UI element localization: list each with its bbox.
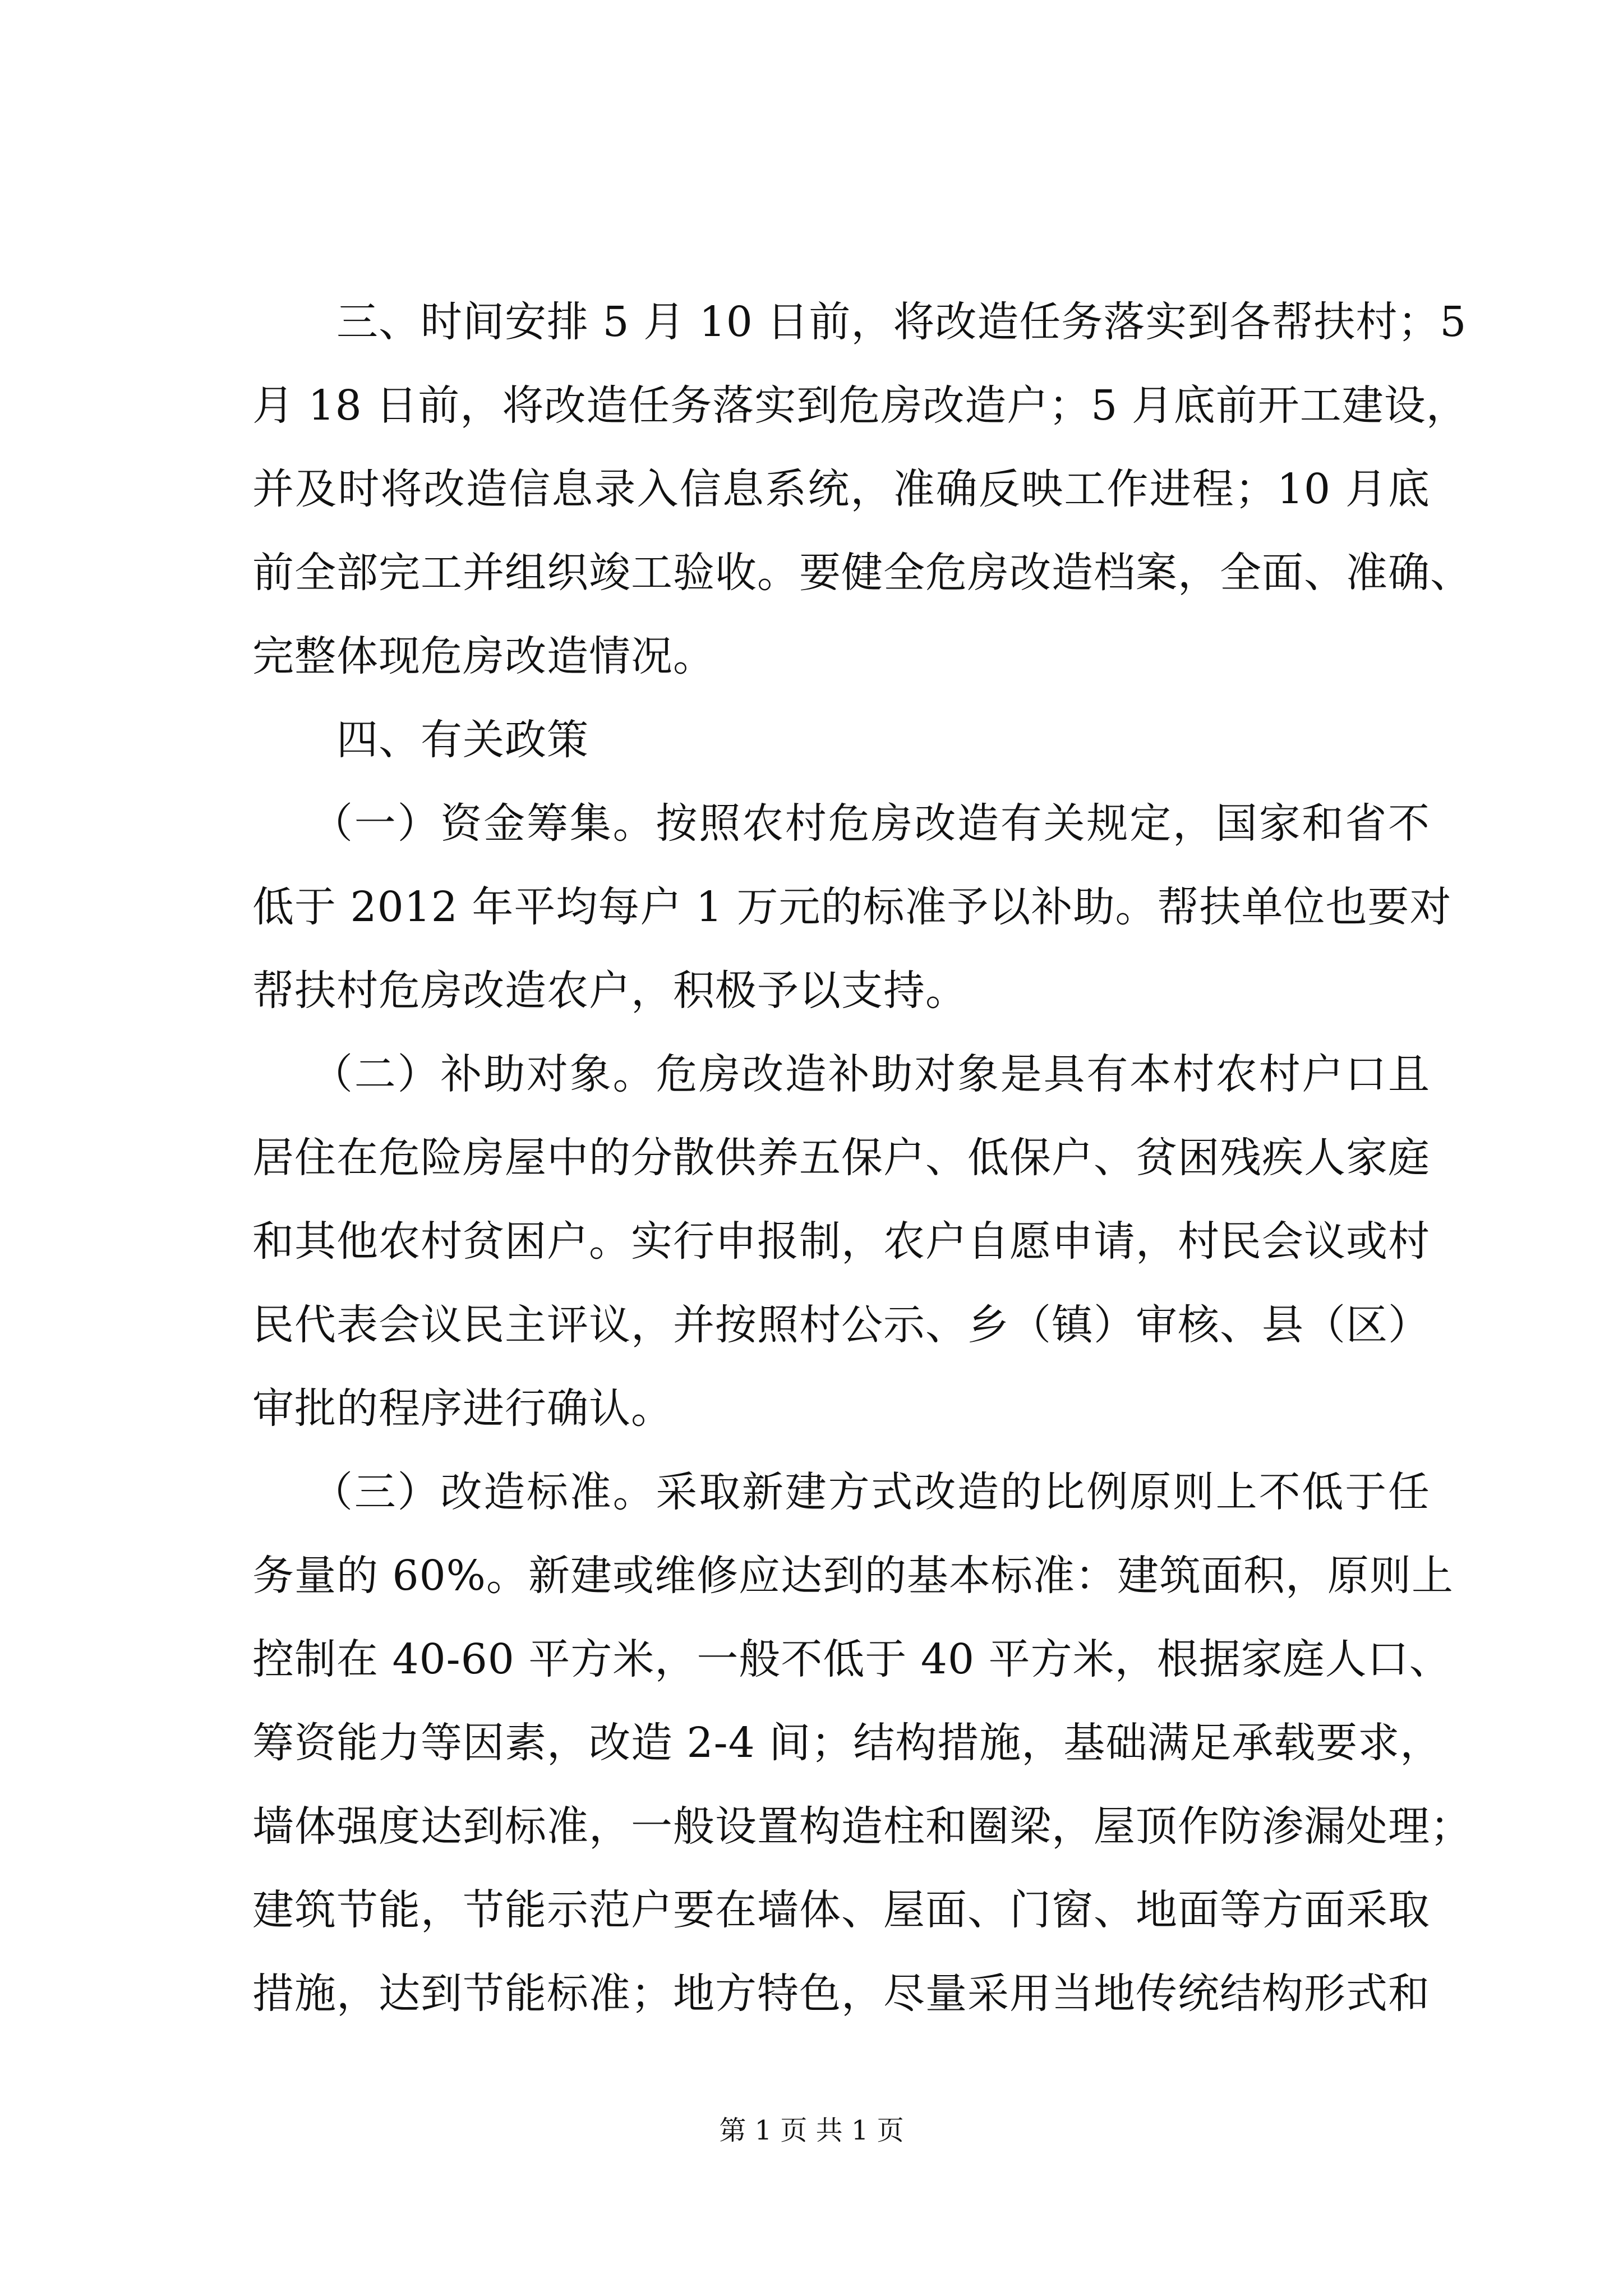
text-line: 和其他农村贫困户。实行申报制，农户自愿申请，村民会议或村 [252,1217,1430,1266]
text-line: 措施，达到节能标准；地方特色，尽量采用当地传统结构形式和 [252,1970,1430,2018]
text-line: 前全部完工并组织竣工验收。要健全危房改造档案，全面、准确、 [252,549,1472,597]
paragraph-renovation-standards [252,1451,1472,2036]
text-line: （三）改造标准。采取新建方式改造的比例原则上不低于任 [311,1468,1430,1516]
text-line: 居住在危险房屋中的分散供养五保户、低保户、贫困残疾人家庭 [252,1134,1430,1182]
text-line: 控制在 40-60 平方米，一般不低于 40 平方米，根据家庭人口、 [252,1635,1451,1683]
text-line: 完整体现危房改造情况。 [252,632,715,680]
text-line: 建筑节能，节能示范户要在墙体、屋面、门窗、地面等方面采取 [252,1886,1430,1934]
paragraph-subsidy-targets [252,1033,1430,1451]
document-body [252,280,1472,2036]
text-line: 务量的 60%。新建或维修应达到的基本标准：建筑面积，原则上 [252,1552,1454,1600]
text-line: 墙体强度达到标准，一般设置构造柱和圈梁，屋顶作防渗漏处理； [252,1802,1472,1851]
section-heading: 四、有关政策 [336,716,589,764]
text-line: 帮扶村危房改造农户，积极予以支持。 [252,967,967,1015]
text-line: 民代表会议民主评议，并按照村公示、乡（镇）审核、县（区） [252,1301,1430,1349]
text-line: 月 18 日前，将改造任务落实到危房改造户；5 月底前开工建设， [252,381,1468,430]
text-line: 筹资能力等因素，改造 2-4 间；结构措施，基础满足承载要求， [252,1719,1442,1767]
paragraph-funding [252,782,1452,1033]
text-line: 审批的程序进行确认。 [252,1384,673,1433]
text-line: （一）资金筹集。按照农村危房改造有关规定，国家和省不 [311,799,1430,848]
text-line: 三、时间安排 5 月 10 日前，将改造任务落实到各帮扶村；5 [336,298,1467,346]
paragraph-time-schedule [252,280,1472,698]
text-line: 并及时将改造信息录入信息系统，准确反映工作进程；10 月底 [252,465,1430,513]
text-line: （二）补助对象。危房改造补助对象是具有本村农村户口且 [311,1050,1430,1098]
text-line: 低于 2012 年平均每户 1 万元的标准予以补助。帮扶单位也要对 [252,883,1452,931]
page-footer: 第 1 页 共 1 页 [719,2115,904,2146]
